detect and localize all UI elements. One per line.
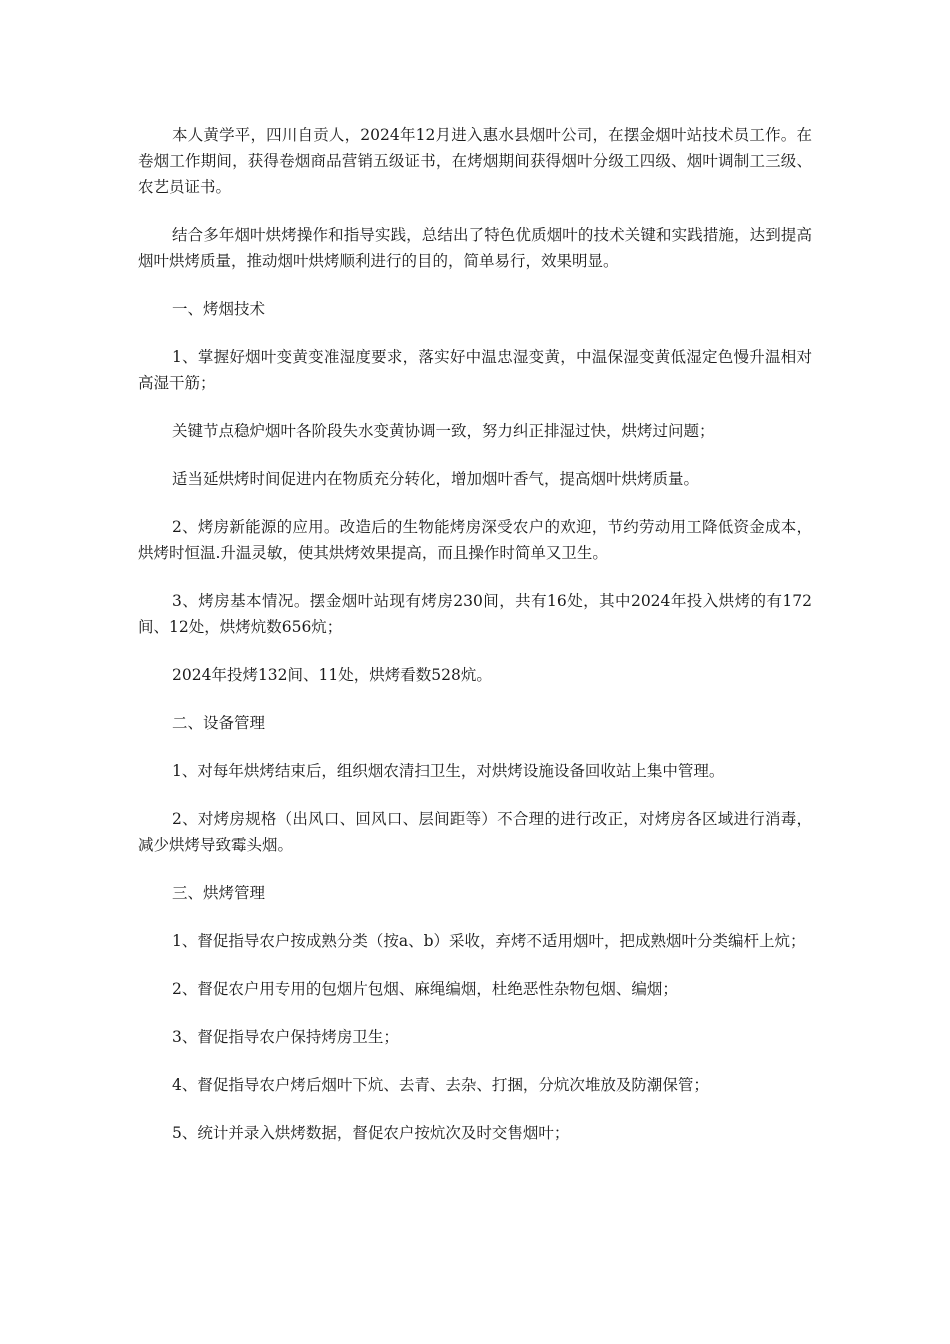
- paragraph-data-recording: 5、统计并录入烘烤数据，督促农户按炕次及时交售烟叶；: [172, 1124, 570, 1142]
- intro-paragraph: 本人黄学平，四川自贡人，2024年12月进入惠水县烟叶公司，在摆金烟叶站技术员工作。在卷烟工作期间，获得卷烟商品营销五级证书，在烤烟期间获得烟叶分级工四级、烟叶调制工三级、农艺员证书。: [138, 126, 812, 196]
- paragraph-barn-hygiene: 3、督促指导农户保持烤房卫生；: [172, 1028, 399, 1046]
- paragraph-harvest-sorting: 1、督促指导农户按成熟分类（按a、b）采收，弃烤不适用烟叶，把成熟烟叶分类编杆上炕；: [172, 932, 806, 950]
- paragraph-new-energy: 2、烤房新能源的应用。改造后的生物能烤房深受农户的欢迎，节约劳动用工降低资金成本，烘烤时恒温.升温灵敏，使其烘烤效果提高，而且操作时简单又卫生。: [138, 518, 812, 562]
- section-heading-curing-technology: 一、烤烟技术: [172, 300, 266, 318]
- paragraph-extend-curing-time: 适当延烘烤时间促进内在物质充分转化，增加烟叶香气，提高烟叶烘烤质量。: [172, 470, 700, 488]
- paragraph-humidity-requirements: 1、掌握好烟叶变黄变准湿度要求，落实好中温忠湿变黄，中温保湿变黄低湿定色慢升温相对高湿干筋；: [138, 348, 812, 392]
- summary-paragraph: 结合多年烟叶烘烤操作和指导实践，总结出了特色优质烟叶的技术关键和实践措施，达到提高烟叶烘烤质量，推动烟叶烘烤顺利进行的目的，简单易行，效果明显。: [138, 226, 812, 270]
- section-heading-equipment-management: 二、设备管理: [172, 714, 266, 732]
- paragraph-barn-specification: 2、对烤房规格（出风口、回风口、层间距等）不合理的进行改正，对烤房各区域进行消毒，减少烘烤导致霉头烟。: [138, 810, 812, 854]
- document-body: [138, 122, 812, 1168]
- paragraph-post-curing-handling: 4、督促指导农户烤后烟叶下炕、去青、去杂、打捆，分炕次堆放及防潮保管；: [172, 1076, 709, 1094]
- section-heading-curing-management: 三、烘烤管理: [172, 884, 266, 902]
- paragraph-key-nodes: 关键节点稳炉烟叶各阶段失水变黄协调一致，努力纠正排湿过快，烘烤过问题；: [172, 422, 715, 440]
- paragraph-wrapping-materials: 2、督促农户用专用的包烟片包烟、麻绳编烟，杜绝恶性杂物包烟、编烟；: [172, 980, 678, 998]
- paragraph-barn-status: 3、烤房基本情况。摆金烟叶站现有烤房230间，共有16处，其中2024年投入烘烤的有172间、12处，烘烤炕数656炕；: [138, 592, 812, 636]
- paragraph-equipment-cleanup: 1、对每年烘烤结束后，组织烟农清扫卫生，对烘烤设施设备回收站上集中管理。: [172, 762, 725, 780]
- paragraph-barn-stats-2024: 2024年投烤132间、11处，烘烤看数528炕。: [172, 666, 492, 684]
